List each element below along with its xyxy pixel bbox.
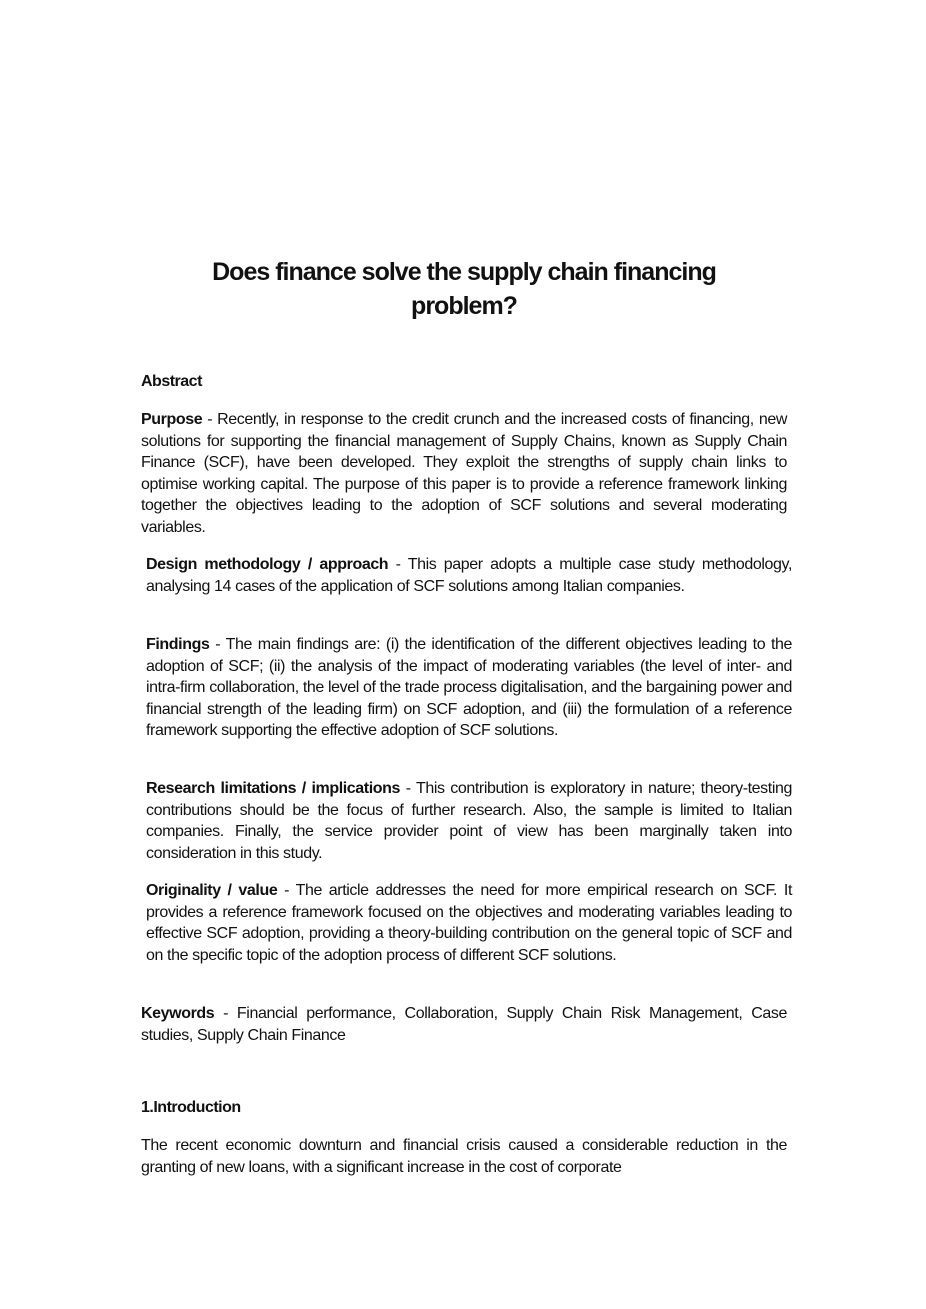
paper-title: [141, 255, 787, 323]
abstract-findings: [141, 634, 792, 742]
abstract-originality: [141, 880, 792, 966]
abstract-purpose: [141, 409, 787, 538]
limitations-text: - This contribution is exploratory in nature; theory-testing contributions should be the focus of further research. Also, the sample is limited to Italian companies. Finally, the service provider point of view has been marginally taken into consideration in this study.: [146, 780, 792, 862]
originality-label: Originality / value: [146, 882, 278, 899]
introduction-heading: 1.Introduction: [141, 1099, 241, 1116]
abstract-keywords: [141, 1003, 787, 1046]
findings-label: Findings: [146, 636, 210, 653]
abstract-limitations: [141, 778, 792, 864]
abstract-heading: Abstract: [141, 373, 202, 390]
findings-text: - The main findings are: (i) the identification of the different objectives leading to the adoption of SCF; (ii) the analysis of the impact of moderating variables (the level of inter- and intra-firm collaboration, the level of the trade process digitalisation, and the bargaining power and financial strength of the leading firm) on SCF adoption, and (iii) the formulation of a reference framework supporting the effective adoption of SCF solutions.: [146, 636, 792, 739]
abstract-design: [141, 554, 792, 597]
design-label: Design methodology / approach: [146, 556, 389, 573]
introduction-paragraph: The recent economic downturn and financial crisis caused a considerable reduction in the granting of new loans, with a significant increase in the cost of corporate: [141, 1137, 787, 1176]
title-line-2: problem?: [411, 292, 517, 320]
originality-text: - The article addresses the need for more empirical research on SCF. It provides a reference framework focused on the objectives and moderating variables leading to effective SCF adoption, providing a theory-building contribution on the general topic of SCF and on the specific topic of the adoption process of different SCF solutions.: [146, 882, 793, 964]
keywords-label: Keywords: [141, 1005, 215, 1022]
purpose-text: - Recently, in response to the credit crunch and the increased costs of financing, new solutions for supporting the financial management of Supply Chains, known as Supply Chain Finance (SCF), have been developed. They exploit the strengths of supply chain links to optimise working capital. The purpose of this paper is to provide a reference framework linking together the objectives leading to the adoption of SCF solutions and several moderating variables.: [141, 411, 787, 536]
title-line-1: Does finance solve the supply chain financing: [212, 258, 716, 286]
purpose-label: Purpose: [141, 411, 203, 428]
design-text: - This paper adopts a multiple case study methodology, analysing 14 cases of the application of SCF solutions among Italian companies.: [146, 556, 792, 595]
keywords-text: - Financial performance, Collaboration, Supply Chain Risk Management, Case studies, Supply Chain Finance: [141, 1005, 787, 1044]
limitations-label: Research limitations / implications: [146, 780, 401, 797]
